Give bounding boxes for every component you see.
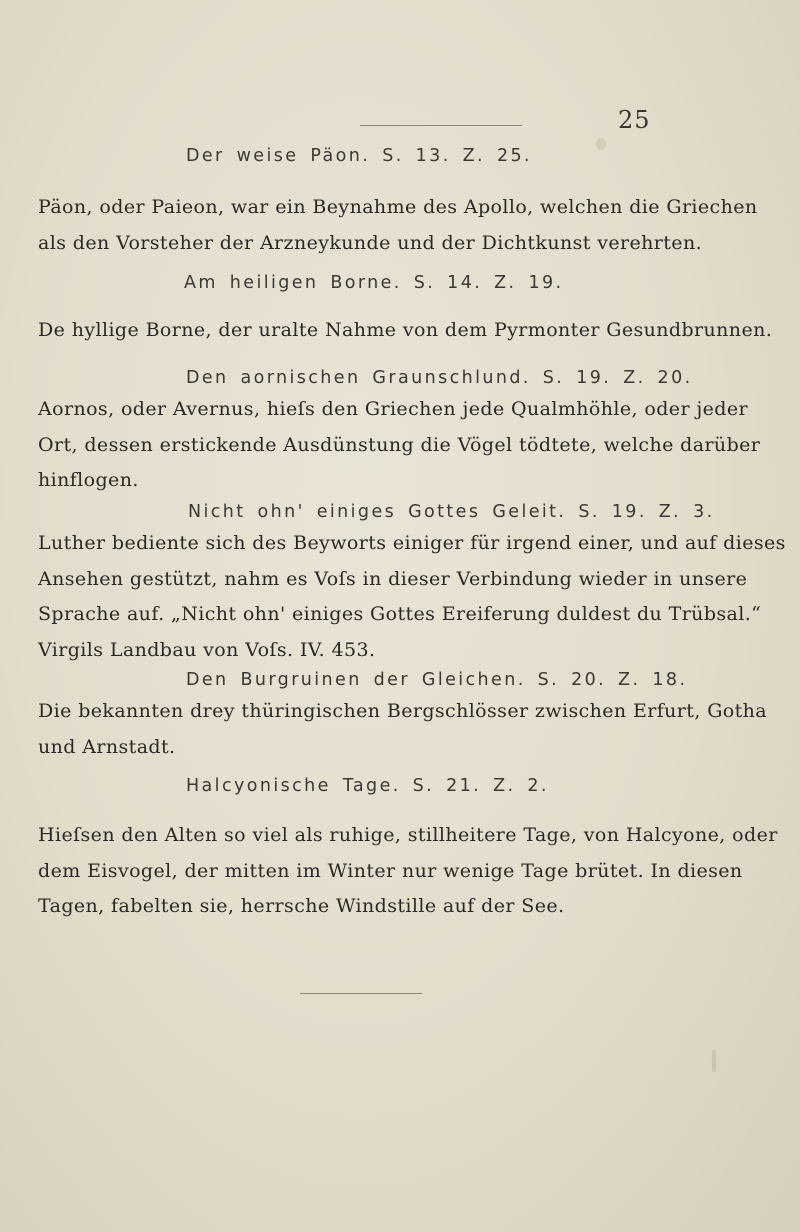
- entry-text: [38, 392, 761, 499]
- entry-text: [38, 190, 758, 261]
- entry-heading: Den aornischen Graunschlund. S. 19. Z. 20.: [186, 368, 693, 388]
- text-line: Die bekannten drey thüringischen Bergschlösser zwischen Erfurt, Gotha: [38, 700, 768, 722]
- entry-text: [38, 526, 786, 668]
- text-line: Päon, oder Paieon, war ein Beynahme des Apollo, welchen die Griechen: [38, 196, 758, 218]
- text-line: dem Eisvogel, der mitten im Winter nur wenige Tage brütet. In diesen: [38, 859, 743, 882]
- text-line: hinflogen.: [38, 469, 139, 491]
- entry-heading: Nicht ohn' einiges Gottes Geleit. S. 19. Z. 3.: [188, 502, 715, 522]
- entry-text: [38, 313, 773, 349]
- entry-heading: Halcyonische Tage. S. 21. Z. 2.: [186, 776, 549, 796]
- text-line: De hyllige Borne, der uralte Nahme von dem Pyrmonter Gesundbrunnen.: [38, 319, 773, 341]
- top-rule: [360, 125, 522, 126]
- page-number: 25: [618, 106, 651, 134]
- text-line: und Arnstadt.: [38, 735, 176, 758]
- text-line: Hieſsen den Alten so viel als ruhige, stillheitere Tage, von Halcyone, oder: [38, 824, 778, 846]
- entry-heading: Der weise Päon. S. 13. Z. 25.: [186, 146, 532, 166]
- text-line: Virgils Landbau von Voſs. IV. 453.: [38, 638, 376, 661]
- entry-heading: Am heiligen Borne. S. 14. Z. 19.: [184, 273, 564, 293]
- entry-text: [38, 694, 768, 765]
- text-line: Aornos, oder Avernus, hieſs den Griechen jede Qualmhöhle, oder jeder: [38, 398, 748, 420]
- text-line: Tagen, fabelten sie, herrsche Windstille auf der See.: [38, 895, 565, 917]
- text-line: Luther bediente sich des Beyworts einiger für irgend einer, und auf dieses: [38, 532, 786, 554]
- text-line: als den Vorsteher der Arzneykunde und der Dichtkunst verehrten.: [38, 231, 703, 254]
- entry-heading: Den Burgruinen der Gleichen. S. 20. Z. 18.: [186, 670, 688, 690]
- bottom-rule: [300, 993, 422, 994]
- paper-stain: [596, 138, 606, 150]
- text-line: Sprache auf. „Nicht ohn' einiges Gottes Ereiferung duldest du Trübsal.“: [38, 603, 762, 625]
- paper-stain: [712, 1050, 716, 1072]
- text-line: Ort, dessen erstickende Ausdünstung die Vögel tödtete, welche darüber: [38, 433, 761, 456]
- entry-text: [38, 818, 778, 925]
- text-line: Ansehen gestützt, nahm es Voſs in dieser Verbindung wieder in unsere: [38, 567, 748, 590]
